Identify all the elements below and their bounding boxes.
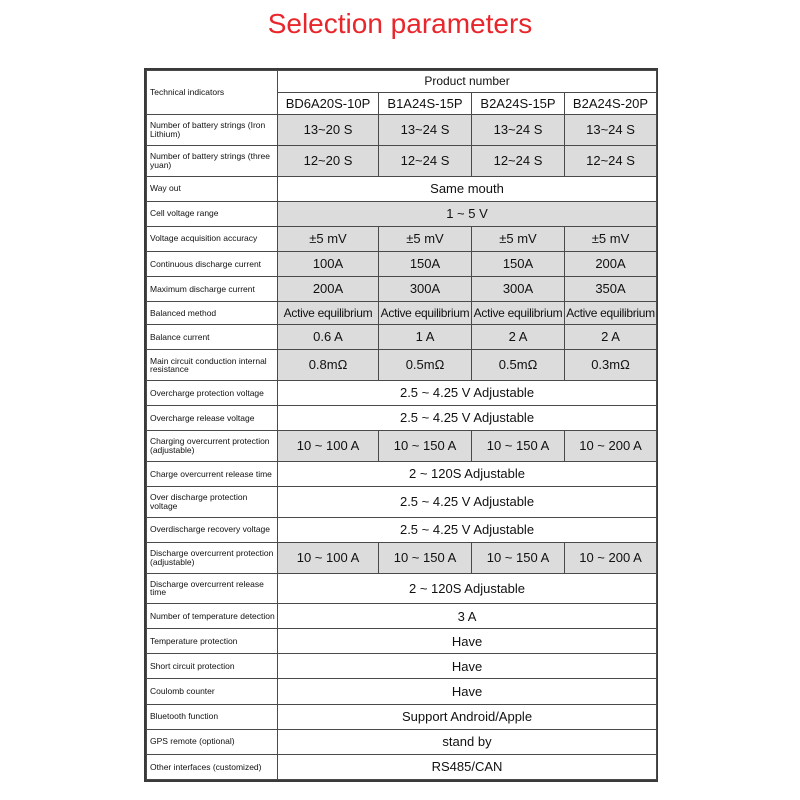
spec-value: 2 A <box>472 325 565 350</box>
spec-label: Discharge overcurrent protection (adjustable) <box>147 542 278 573</box>
spec-value: 0.6 A <box>278 325 379 350</box>
spec-row <box>147 201 657 226</box>
spec-label: Voltage acquisition accuracy <box>147 226 278 251</box>
spec-value: 10 ~ 150 A <box>472 431 565 462</box>
spec-value: 150A <box>472 251 565 276</box>
spec-value-merged: RS485/CAN <box>278 754 657 779</box>
page-title: Selection parameters <box>267 8 533 39</box>
spec-row <box>147 276 657 301</box>
spec-row <box>147 654 657 679</box>
spec-row <box>147 325 657 350</box>
spec-label: Number of temperature detection <box>147 604 278 629</box>
spec-label: Cell voltage range <box>147 201 278 226</box>
spec-row <box>147 573 657 604</box>
spec-value: ±5 mV <box>379 226 472 251</box>
spec-value: 12~20 S <box>278 145 379 176</box>
spec-label: Maximum discharge current <box>147 276 278 301</box>
spec-label: Number of battery strings (three yuan) <box>147 145 278 176</box>
spec-row <box>147 145 657 176</box>
model-header: BD6A20S-10P <box>278 93 379 115</box>
spec-value-merged: Have <box>278 654 657 679</box>
spec-row <box>147 251 657 276</box>
spec-value: 200A <box>278 276 379 301</box>
spec-label: Main circuit conduction internal resistance <box>147 350 278 381</box>
spec-value: 12~24 S <box>379 145 472 176</box>
spec-label: Charge overcurrent release time <box>147 461 278 486</box>
spec-value: Active equilibrium <box>278 301 379 324</box>
spec-value: 10 ~ 200 A <box>565 431 657 462</box>
spec-value-merged: 3 A <box>278 604 657 629</box>
spec-value-merged: 2.5 ~ 4.25 V Adjustable <box>278 486 657 517</box>
spec-value: 0.5mΩ <box>379 350 472 381</box>
spec-value-merged: 2 ~ 120S Adjustable <box>278 461 657 486</box>
spec-row <box>147 301 657 324</box>
spec-row <box>147 754 657 779</box>
spec-label: Coulomb counter <box>147 679 278 704</box>
spec-row <box>147 542 657 573</box>
model-header: B1A24S-15P <box>379 93 472 115</box>
spec-label: Over discharge protection voltage <box>147 486 278 517</box>
spec-value: 300A <box>379 276 472 301</box>
spec-value: 0.5mΩ <box>472 350 565 381</box>
spec-row <box>147 729 657 754</box>
spec-label: Overcharge release voltage <box>147 405 278 430</box>
spec-label: Other interfaces (customized) <box>147 754 278 779</box>
model-header: B2A24S-20P <box>565 93 657 115</box>
spec-value: 10 ~ 150 A <box>379 431 472 462</box>
spec-value-merged: 2.5 ~ 4.25 V Adjustable <box>278 517 657 542</box>
spec-value: 10 ~ 100 A <box>278 542 379 573</box>
spec-row <box>147 679 657 704</box>
spec-label: Charging overcurrent protection (adjustable) <box>147 431 278 462</box>
spec-value-merged: Support Android/Apple <box>278 704 657 729</box>
header-row-1 <box>147 71 657 93</box>
spec-label: Number of battery strings (Iron Lithium) <box>147 115 278 146</box>
spec-value-merged: Have <box>278 629 657 654</box>
spec-value-merged: 2.5 ~ 4.25 V Adjustable <box>278 380 657 405</box>
spec-value: 350A <box>565 276 657 301</box>
spec-label: Balanced method <box>147 301 278 324</box>
spec-label: Continuous discharge current <box>147 251 278 276</box>
spec-value: 10 ~ 200 A <box>565 542 657 573</box>
spec-label: Way out <box>147 176 278 201</box>
spec-label: GPS remote (optional) <box>147 729 278 754</box>
technical-indicators-header: Technical indicators <box>147 71 278 115</box>
spec-value: 0.8mΩ <box>278 350 379 381</box>
spec-value: 12~24 S <box>472 145 565 176</box>
spec-value: 13~24 S <box>565 115 657 146</box>
spec-value: 200A <box>565 251 657 276</box>
spec-label: Temperature protection <box>147 629 278 654</box>
spec-label: Overdischarge recovery voltage <box>147 517 278 542</box>
spec-value: Active equilibrium <box>472 301 565 324</box>
spec-value: Active equilibrium <box>565 301 657 324</box>
spec-row <box>147 115 657 146</box>
spec-value-merged: Have <box>278 679 657 704</box>
spec-value: 13~24 S <box>379 115 472 146</box>
spec-row <box>147 380 657 405</box>
spec-value: ±5 mV <box>472 226 565 251</box>
spec-value: Active equilibrium <box>379 301 472 324</box>
spec-label: Overcharge protection voltage <box>147 380 278 405</box>
model-header: B2A24S-15P <box>472 93 565 115</box>
spec-value-merged: stand by <box>278 729 657 754</box>
spec-value: 150A <box>379 251 472 276</box>
spec-row <box>147 629 657 654</box>
spec-label: Short circuit protection <box>147 654 278 679</box>
spec-label: Balance current <box>147 325 278 350</box>
spec-row <box>147 486 657 517</box>
spec-row <box>147 350 657 381</box>
spec-label: Bluetooth function <box>147 704 278 729</box>
spec-value: 13~20 S <box>278 115 379 146</box>
spec-value-merged: 1 ~ 5 V <box>278 201 657 226</box>
spec-row <box>147 405 657 430</box>
spec-value: 12~24 S <box>565 145 657 176</box>
spec-value: 10 ~ 150 A <box>379 542 472 573</box>
spec-table-frame <box>144 68 658 782</box>
spec-row <box>147 226 657 251</box>
spec-value-merged: 2 ~ 120S Adjustable <box>278 573 657 604</box>
spec-row <box>147 517 657 542</box>
spec-value: 10 ~ 150 A <box>472 542 565 573</box>
spec-row <box>147 176 657 201</box>
product-number-header: Product number <box>278 71 657 93</box>
spec-value: 2 A <box>565 325 657 350</box>
spec-value-merged: 2.5 ~ 4.25 V Adjustable <box>278 405 657 430</box>
spec-value: 1 A <box>379 325 472 350</box>
spec-value: 100A <box>278 251 379 276</box>
spec-table <box>146 70 657 780</box>
spec-value: 10 ~ 100 A <box>278 431 379 462</box>
spec-row <box>147 604 657 629</box>
spec-label: Discharge overcurrent release time <box>147 573 278 604</box>
spec-value-merged: Same mouth <box>278 176 657 201</box>
spec-row <box>147 431 657 462</box>
spec-value: ±5 mV <box>278 226 379 251</box>
spec-value: ±5 mV <box>565 226 657 251</box>
spec-value: 0.3mΩ <box>565 350 657 381</box>
spec-row <box>147 704 657 729</box>
spec-value: 300A <box>472 276 565 301</box>
spec-value: 13~24 S <box>472 115 565 146</box>
spec-row <box>147 461 657 486</box>
